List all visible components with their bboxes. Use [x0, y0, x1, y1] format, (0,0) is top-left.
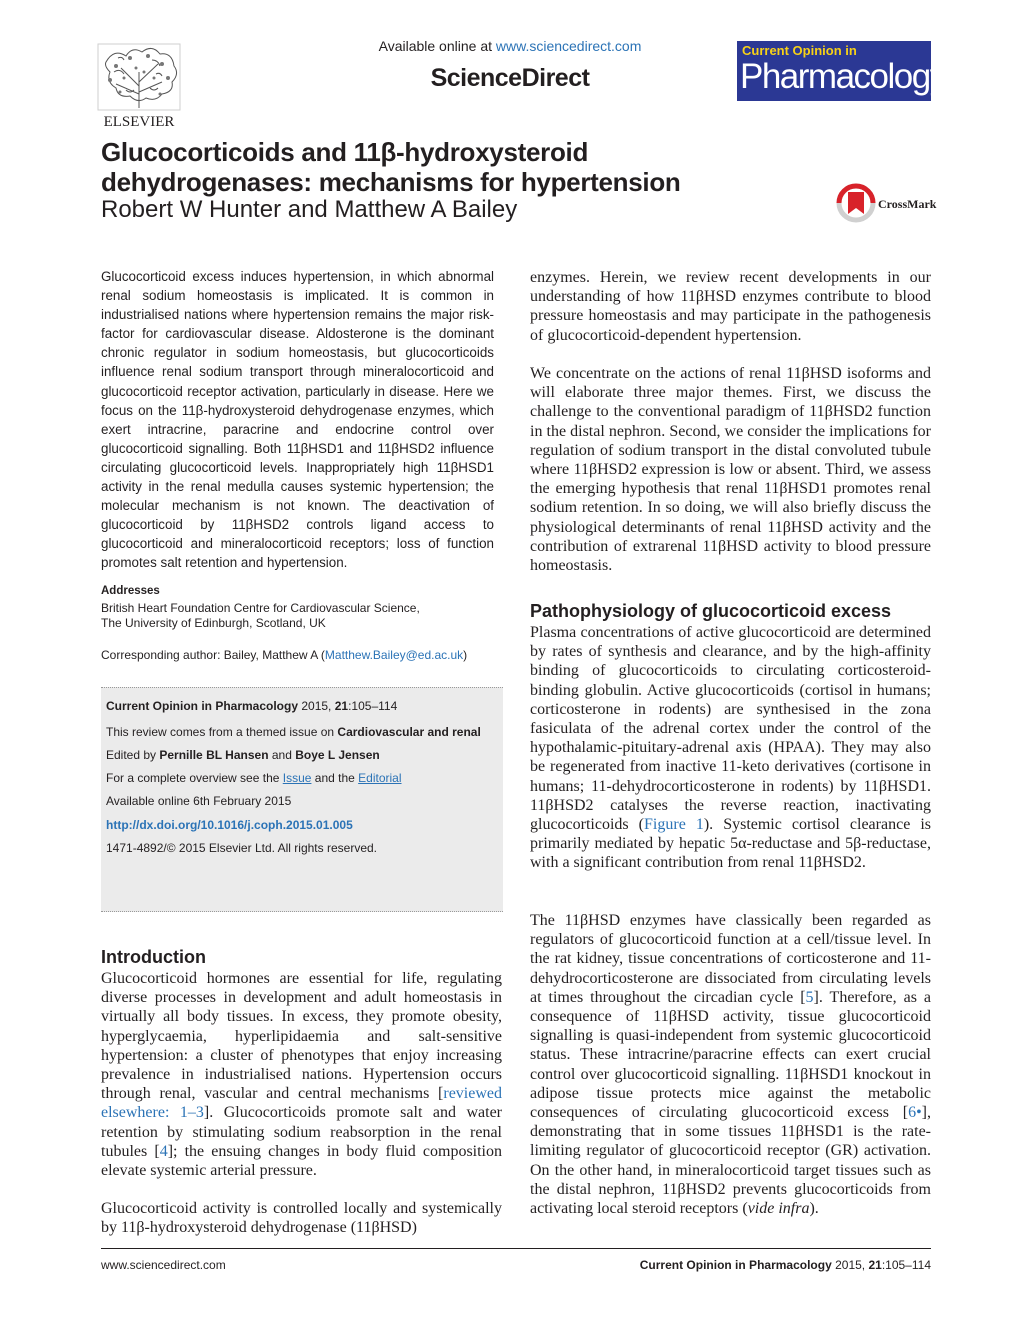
overview-line — [106, 771, 402, 785]
introduction-paragraph — [101, 969, 502, 1180]
editor-name: Pernille BL Hansen — [159, 748, 269, 762]
body-paragraph: We concentrate on the actions of renal 11βHSD isoforms and will elaborate three major themes. First, we discuss the challenge to the conventional paradigm of 11βHSD2 function in the distal nephron. Second, we consider the implications for regulation of sodium transport in the distal convoluted tubule where 11βHSD2 expression is low or absent. Third, we assess the emerging hypothesis that renal 11βHSD1 promotes renal sodium retention. In so doing, we will also briefly discuss the physiological determinants of renal 11βHSD activity and the contribution of extrarenal 11βHSD activity to blood pressure homeostasis. — [530, 365, 931, 575]
crossmark-label: CrossMark — [878, 197, 937, 211]
citation-year: 2015, — [298, 699, 335, 713]
crossmark-badge[interactable] — [836, 183, 936, 225]
editors-line — [106, 748, 380, 762]
body-paragraph: enzymes. Herein, we review recent developments in our understanding of how 11βHSD enzymes contribute to blood pressure homeostasis and may participate in the pathogenesis of glucocorticoid-dependent hypertension. — [530, 269, 931, 344]
footer-pages: :105–114 — [881, 1258, 931, 1272]
figure-link[interactable]: Figure 1 — [644, 816, 704, 834]
available-online-line: Available online 6th February 2015 — [106, 794, 292, 808]
sciencedirect-link[interactable]: www.sciencedirect.com — [495, 38, 642, 54]
reference-link[interactable]: 5 — [805, 988, 814, 1006]
citation-volume: 21 — [334, 699, 349, 713]
paragraph-text: ). — [809, 1200, 819, 1218]
elsevier-wordmark: ELSEVIER — [103, 114, 175, 130]
edited-and: and — [268, 748, 296, 762]
section-heading-introduction: Introduction — [101, 947, 206, 967]
footer-year: 2015, — [831, 1258, 869, 1272]
editor-name: Boye L Jensen — [295, 748, 380, 762]
issue-link[interactable]: Issue — [282, 771, 312, 785]
reference-link[interactable]: 6• — [908, 1104, 922, 1122]
edited-prefix: Edited by — [106, 748, 160, 762]
body-paragraph — [530, 911, 931, 1218]
paragraph-text: ]; the ensuing changes in body fluid composition elevate systemic arterial pressure. — [101, 1142, 503, 1180]
corresponding-prefix: Corresponding author: Bailey, Matthew A ( — [101, 648, 325, 662]
article-authors: Robert W Hunter and Matthew A Bailey — [101, 196, 518, 223]
addresses-heading: Addresses — [101, 585, 160, 597]
theme-line — [106, 725, 481, 739]
paragraph-text: ]. Therefore, as a consequence of 11βHSD activity, tissue glucocorticoid signalling is quasi-independent from systemic glucocorticoid status. These intracrine/paracrine effects can exert crucial control over glucocorticoid signalling. 11βHSD1 knockout in adipose tissue protects mice against the metabolic consequences of circulating glucocorticoid excess [ — [530, 988, 932, 1122]
doi-link[interactable] — [106, 818, 353, 832]
reference-link[interactable]: reviewed elsewhere: 1–3 — [101, 1085, 502, 1122]
paragraph-text: Plasma concentrations of active glucocorticoid are determined by rates of synthesis and clearance, and by the high-affinity binding of glucocorticoids to circulating corticosteroid-binding globulin. Active glucocorticoids (cortisol in humans; corticosterone in rodents) are synthesised in the zona fasiculata of the adrenal cortex under the control of the hypothalamic-pituitary-adrenal axis (HPAA). They may also be regenerated from inactive 11-keto derivatives (cortisone in humans; 11-dehydrocorticosterone in rodents) by 11βHSD1. 11βHSD2 catalyses the reverse reaction, inactivating glucocorticoids ( — [530, 624, 931, 834]
editorial-link[interactable]: Editorial — [358, 771, 402, 785]
available-prefix: Available online at — [378, 38, 496, 54]
corresponding-author — [101, 648, 467, 662]
citation-line — [106, 699, 397, 713]
citation-pages: :105–114 — [348, 699, 398, 713]
theme-name: Cardiovascular and renal — [337, 725, 481, 739]
address-line: The University of Edinburgh, Scotland, UK — [101, 616, 326, 630]
introduction-paragraph: Glucocorticoid activity is controlled locally and systemically by 11β-hydroxysteroid dehydrogenase (11βHSD) — [101, 1200, 502, 1237]
reference-link[interactable]: 4 — [159, 1142, 168, 1160]
address-line: British Heart Foundation Centre for Cardiovascular Science, — [101, 601, 420, 615]
footer-volume: 21 — [868, 1258, 882, 1272]
paragraph-text: ]. Glucocorticoids promote salt and water retention by stimulating sodium reabsorption in the renal tubules [ — [101, 1104, 502, 1160]
theme-prefix: This review comes from a themed issue on — [106, 725, 338, 739]
footer-journal: Current Opinion in Pharmacology — [639, 1258, 832, 1272]
article-info-box — [101, 687, 503, 912]
overview-prefix: For a complete overview see the — [106, 771, 283, 785]
article-title: Glucocorticoids and 11β-hydroxysteroid dehydrogenases: mechanisms for hypertension — [101, 137, 681, 197]
section-heading-pathophysiology: Pathophysiology of glucocorticoid excess — [530, 601, 892, 621]
corresponding-suffix: ) — [463, 648, 468, 662]
journal-banner — [737, 41, 946, 101]
author-email-link[interactable]: Matthew.Bailey@ed.ac.uk — [324, 648, 464, 662]
crossmark-icon — [836, 183, 876, 223]
overview-and: and the — [311, 771, 359, 785]
paragraph-text: ], demonstrating that in some tissues 11βHSD1 is the rate-limiting regulator of glucocorticoid receptor (GR) activation. On the other hand, in mineralocorticoid target tissues such as the distal nephron, 11βHSD2 prevents glucocorticoids from activating local steroid receptors ( — [530, 1104, 931, 1218]
footer-citation — [640, 1258, 931, 1272]
footer-site: www.sciencedirect.com — [101, 1258, 226, 1272]
abstract: Glucocorticoid excess induces hypertension, in which abnormal renal sodium homeostasis is implicated. It is common in industrialised nations where hypertension remains the major risk-factor for cardiovascular disease. Aldosterone is the dominant chronic regulator in sodium homeostasis, but glucocorticoids influence renal sodium transport through mineralocorticoid and glucocorticoid receptor activation, particularly in disease. Here we focus on the 11β-hydroxysteroid dehydrogenase enzymes, which exert intracrine, paracrine and endocrine control over glucocorticoid signalling. Both 11βHSD1 and 11βHSD2 influence circulating glucocorticoid levels. Inappropriately high 11βHSD1 activity in the renal medulla causes systemic hypertension; the molecular mechanism is not known. The deactivation of glucocorticoid by 11βHSD2 controls ligand access to glucocorticoid and mineralocorticoid receptors; loss of function promotes salt retention and hypertension. — [101, 269, 494, 571]
footer-rule — [101, 1248, 931, 1249]
paragraph-text: The 11βHSD enzymes have classically been regarded as regulators of glucocorticoid function at a cell/tissue level. In the rat kidney, tissue concentrations of corticosterone and 11-dehydrocorticosterone are dissociated from circulating levels at times throughout the circadian cycle [ — [530, 912, 931, 1006]
italic-phrase: vide infra — [747, 1200, 810, 1218]
paragraph-text: ). Systemic cortisol clearance is primarily mediated by hepatic 5α-reductase and 5β-reductase, with a significant contribution from renal 11βHSD2. — [530, 816, 932, 872]
copyright-line: 1471-4892/© 2015 Elsevier Ltd. All rights reserved. — [106, 841, 377, 855]
doi-text[interactable]: http://dx.doi.org/10.1016/j.coph.2015.01.005 — [106, 818, 353, 832]
body-paragraph — [530, 623, 931, 873]
paragraph-text: Glucocorticoid hormones are essential for life, regulating diverse processes in development and adult homeostasis in virtually all body tissues. In excess, they promote obesity, hyperglycaemia, hyperlipidaemia and salt-sensitive hypertension: a cluster of phenotypes that enjoy increasing prevalence in industrialised nations. Hypertension occurs through renal, vascular and central mechanisms [ — [101, 970, 502, 1103]
platform-name: ScienceDirect — [430, 64, 590, 92]
citation-journal: Current Opinion in Pharmacology — [106, 699, 299, 713]
journal-banner-top: Current Opinion in — [742, 43, 857, 58]
journal-banner-title: Pharmacology — [740, 57, 946, 96]
